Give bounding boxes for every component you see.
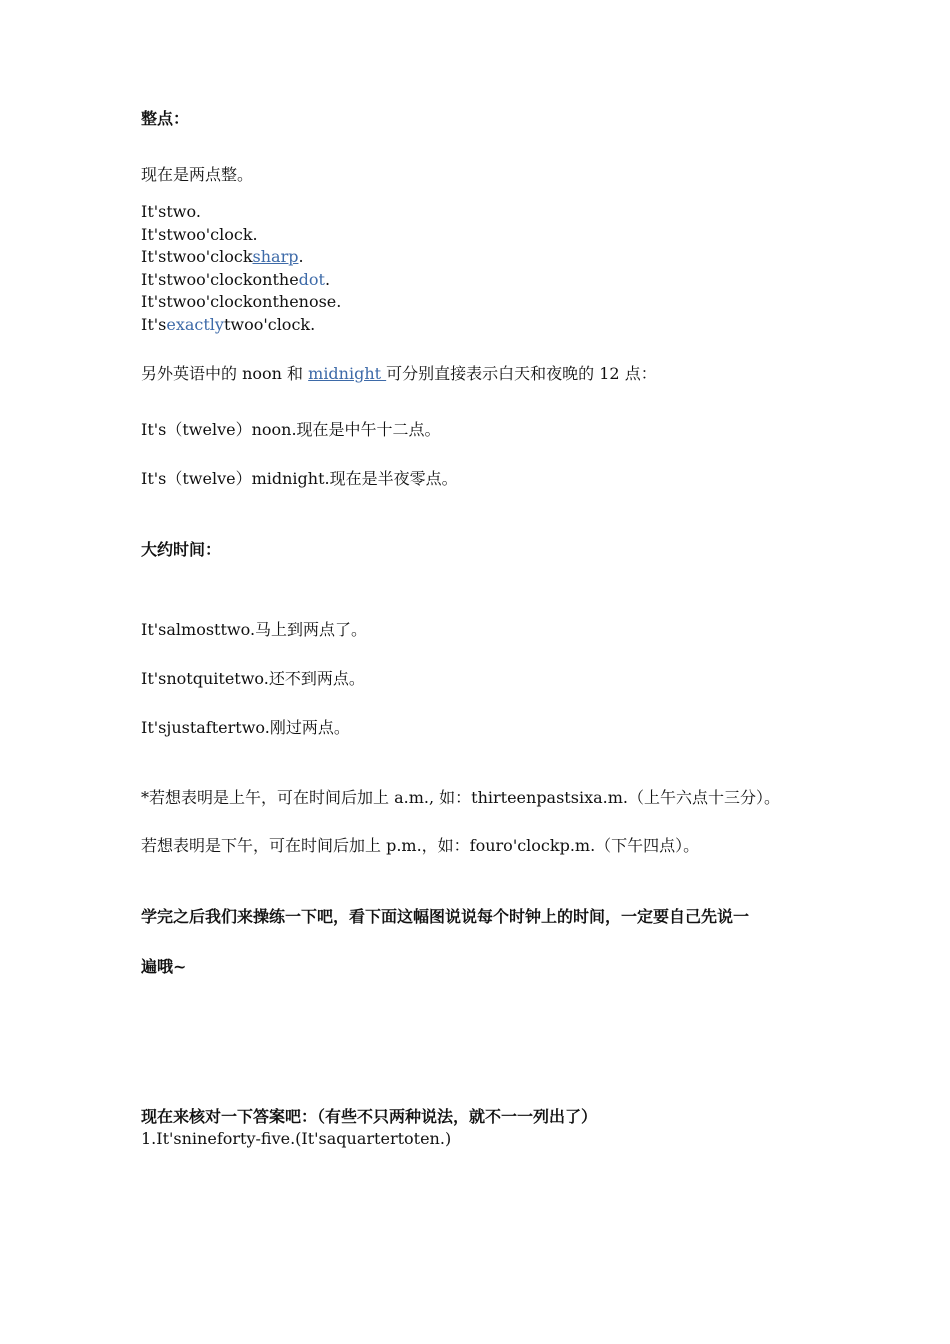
- answers-heading: 现在来核对一下答案吧：（有些不只两种说法，就不一一列出了）: [141, 1107, 598, 1126]
- example-text: .: [324, 270, 331, 289]
- noon-example: It's（twelve）noon.现在是中午十二点。: [141, 420, 441, 439]
- example-text: twoo'clock.: [223, 315, 316, 334]
- example-text: It's: [141, 315, 167, 334]
- example-text: .: [298, 247, 304, 266]
- approx-heading: 大约时间：: [141, 540, 222, 559]
- sharp-link[interactable]: sharp: [252, 247, 299, 266]
- example-text: It'stwoo'clockonthenose.: [141, 292, 342, 311]
- example-line: [141, 314, 315, 336]
- practice-line-1: 学完之后我们来操练一下吧，看下面这幅图说说每个时钟上的时间，一定要自己先说一: [141, 907, 750, 926]
- approx-example-3: It'sjustaftertwo.刚过两点。: [141, 718, 350, 737]
- midnight-example: It's（twelve）midnight.现在是半夜零点。: [141, 469, 458, 488]
- example-text: It'stwoo'clockonthe: [141, 270, 299, 289]
- answer-1: 1.It'snineforty-five.(It'saquartertoten.): [141, 1129, 452, 1148]
- pm-note: 若想表明是下午，可在时间后加上 p.m.，如：fouro'clockp.m.（下午四点）。: [141, 836, 700, 855]
- am-note: *若想表明是上午，可在时间后加上 a.m., 如：thirteenpastsixa.m.（上午六点十三分）。: [141, 788, 780, 807]
- example-text: It'stwoo'clock: [141, 247, 253, 266]
- midnight-link[interactable]: midnight: [308, 364, 387, 383]
- exactly-link[interactable]: exactly: [166, 315, 224, 334]
- noon-text-end: 可分别直接表示白天和夜晚的 12 点：: [386, 364, 657, 383]
- practice-line-2: 遍哦~: [141, 957, 187, 976]
- approx-example-1: It'salmosttwo.马上到两点了。: [141, 620, 368, 639]
- noon-midnight-line: [141, 363, 657, 385]
- example-line: [141, 224, 258, 246]
- example-line: [141, 291, 341, 313]
- noon-text: 另外英语中的 noon 和: [141, 364, 309, 383]
- example-text: It'stwoo'clock.: [141, 225, 258, 244]
- example-line: [141, 246, 304, 268]
- dot-link[interactable]: dot: [298, 270, 325, 289]
- whole-hour-intro: 现在是两点整。: [141, 165, 254, 184]
- approx-example-2: It'snotquitetwo.还不到两点。: [141, 669, 365, 688]
- example-line: [141, 269, 330, 291]
- whole-hour-heading: 整点：: [141, 109, 190, 128]
- example-text: It'stwo.: [141, 202, 201, 221]
- example-line: [141, 201, 201, 223]
